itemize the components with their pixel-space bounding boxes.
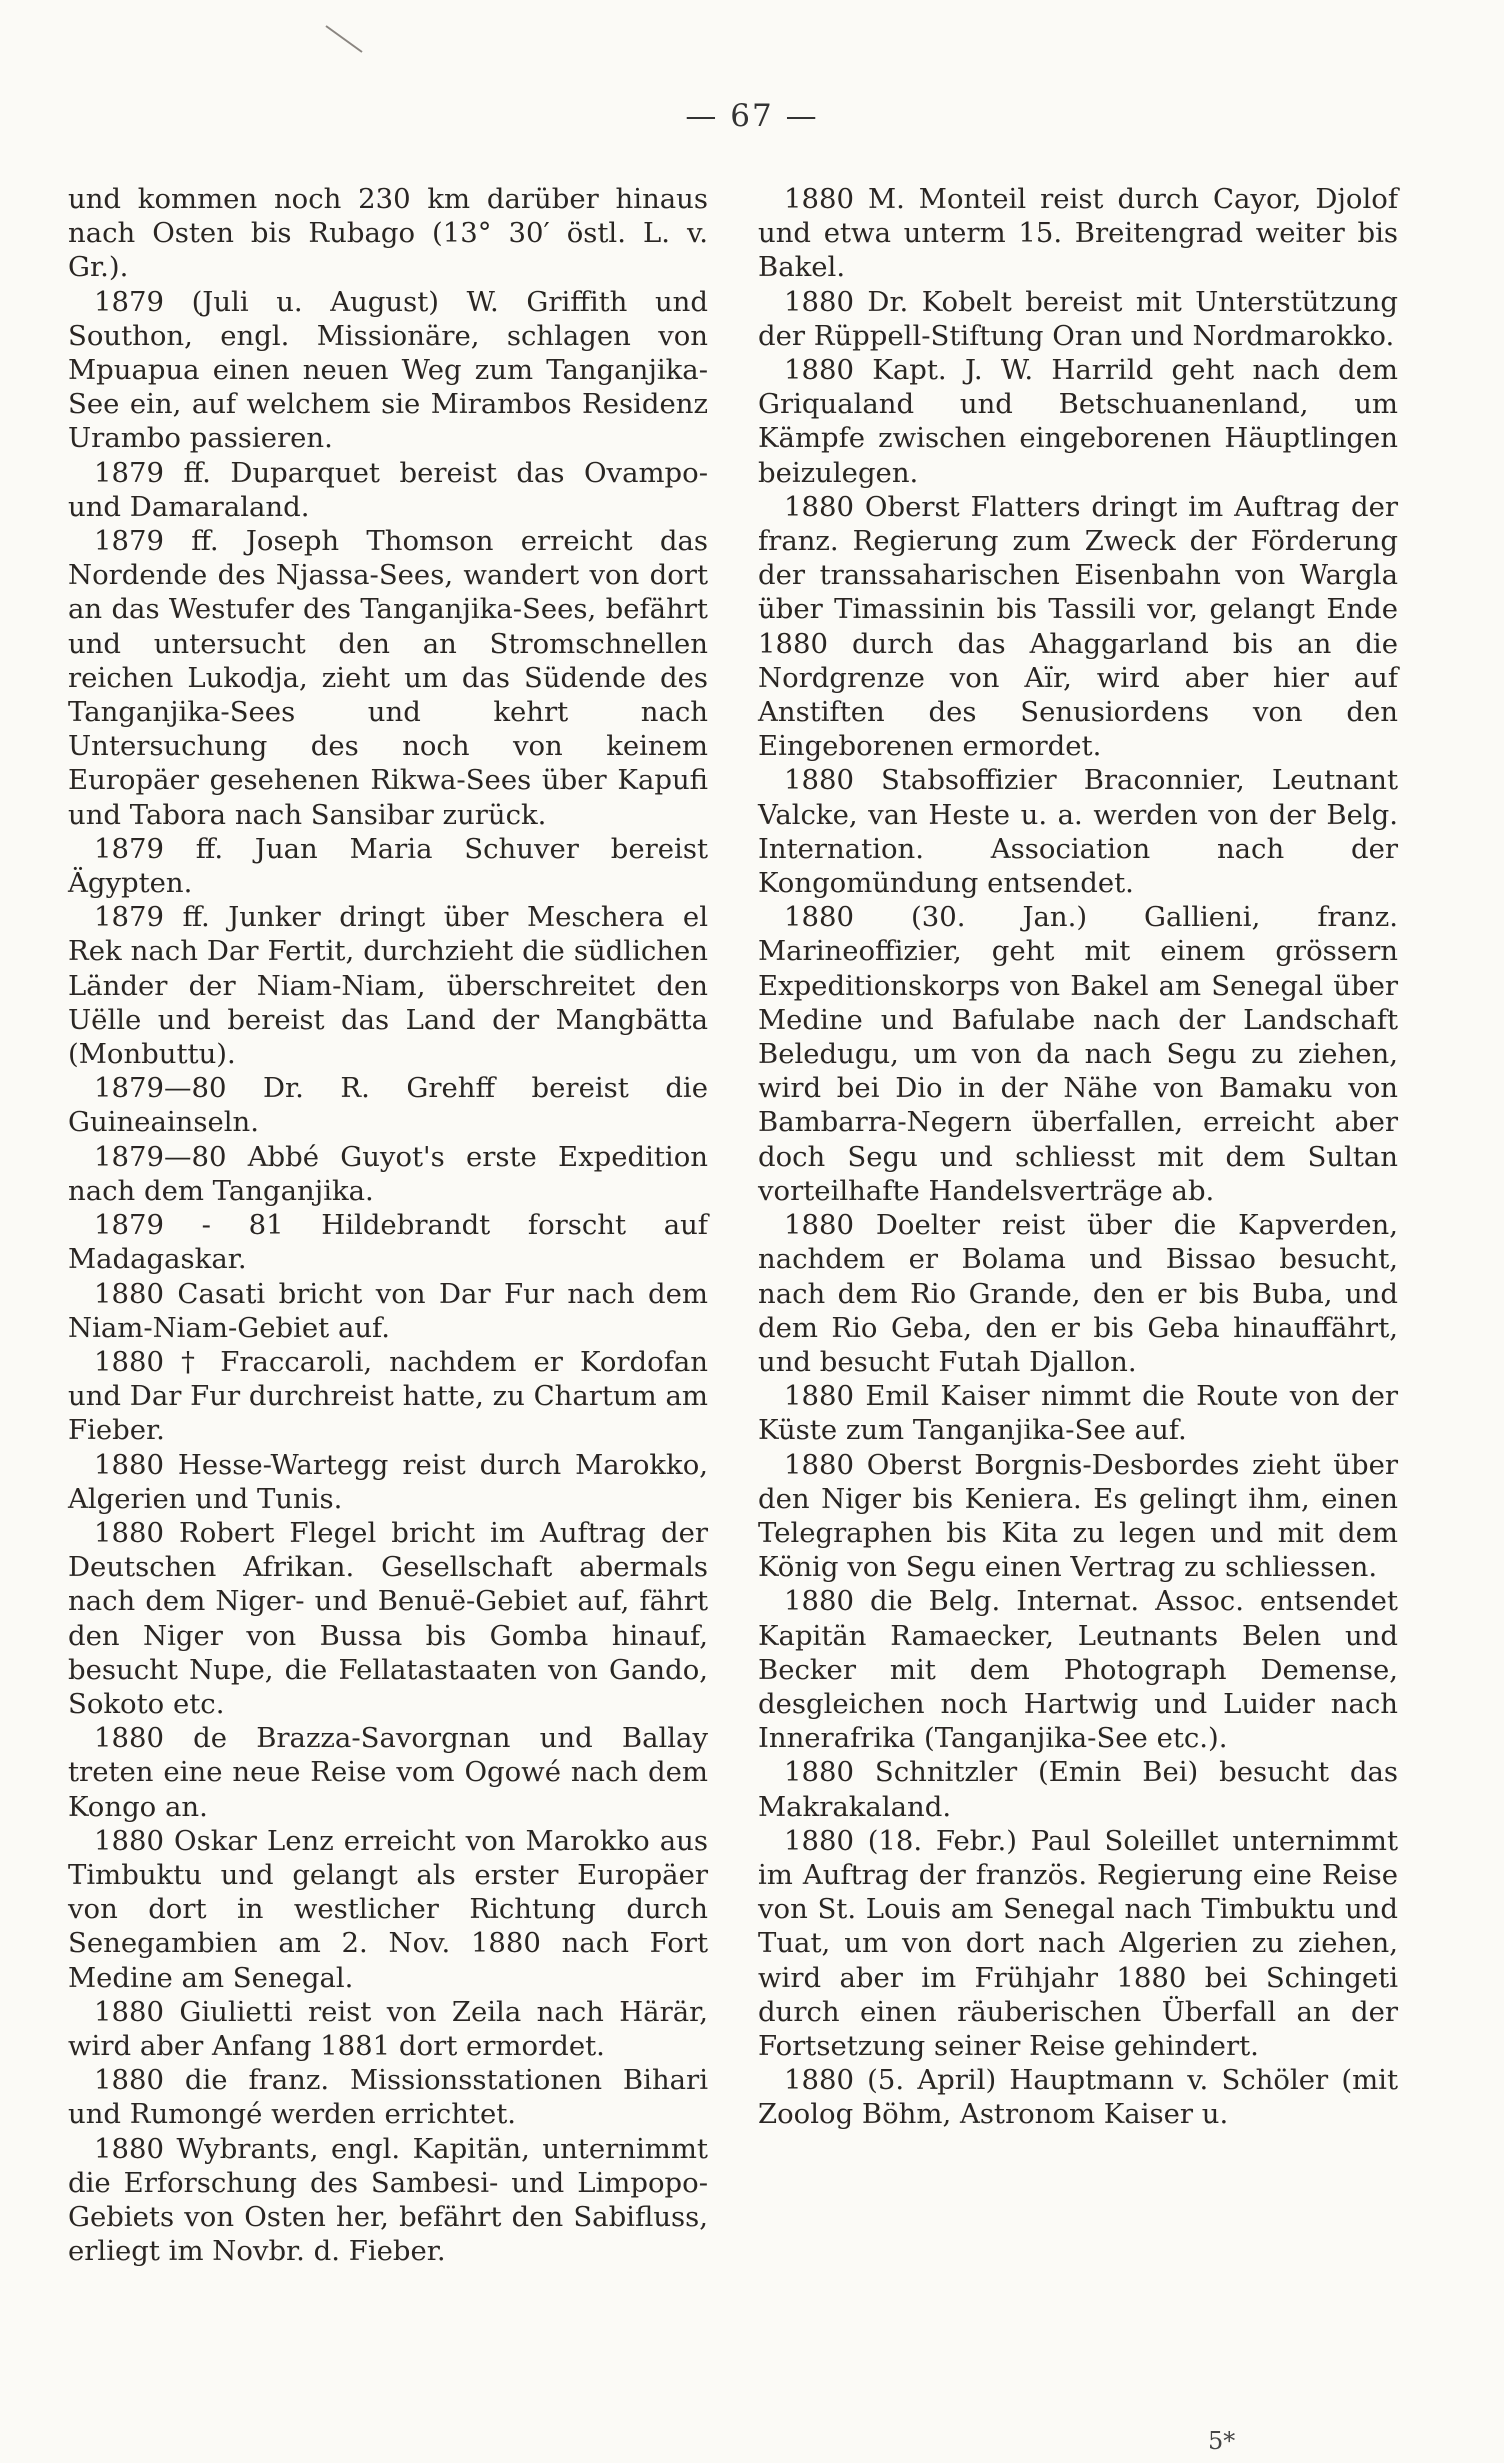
page-number: — 67 — (685, 98, 819, 134)
signature-mark: 5* (1208, 2427, 1236, 2455)
text-paragraph: 1880 Wybrants, engl. Kapitän, unternimmt die Erforschung des Sambesi- und Limpopo-Gebiets von Osten her, befährt den Sabifluss, erliegt im Novbr. d. Fieber. (68, 2132, 708, 2268)
text-paragraph: 1880 Stabsoffizier Braconnier, Leutnant Valcke, van Heste u. a. werden von der Belg. Internation. Association nach der Kongomündung entsendet. (758, 764, 1398, 900)
text-paragraph: 1880 M. Monteil reist durch Cayor, Djolof und etwa unterm 15. Breitengrad weiter bis Bakel. (758, 183, 1398, 284)
text-paragraph: 1880 Giulietti reist von Zeila nach Härär, wird aber Anfang 1881 dort ermordet. (68, 1995, 708, 2062)
text-paragraph: 1880 Oberst Borgnis-Desbordes zieht über den Niger bis Keniera. Es gelingt ihm, einen Telegraphen bis Kita zu legen und mit dem König von Segu einen Vertrag zu schliessen. (758, 1448, 1398, 1584)
text-paragraph: 1879 ff. Juan Maria Schuver bereist Ägypten. (68, 832, 708, 900)
text-paragraph: 1879 (Juli u. August) W. Griffith und Southon, engl. Missionäre, schlagen von Mpuapua einen neuen Weg zum Tanganjika-See ein, auf welchem sie Mirambos Residenz Urambo passieren. (68, 285, 708, 455)
scan-mark-icon (322, 22, 370, 58)
text-paragraph: 1880 Oskar Lenz erreicht von Marokko aus Timbuktu und gelangt als erster Europäer von dort in westlicher Richtung durch Senegambien am 2. Nov. 1880 nach Fort Medine am Senegal. (68, 1824, 708, 1994)
text-paragraph: 1880 Dr. Kobelt bereist mit Unterstützung der Rüppell-Stiftung Oran und Nordmarokko. (758, 285, 1398, 352)
right-column (758, 182, 1398, 2132)
text-paragraph: 1879 ff. Duparquet bereist das Ovampo- und Damaraland. (68, 456, 708, 523)
text-paragraph: 1880 die Belg. Internat. Assoc. entsendet Kapitän Ramaecker, Leutnants Belen und Becker mit dem Photograph Demense, desgleichen noch Hartwig und Luider nach Innerafrika (Tanganjika-See etc.). (758, 1585, 1398, 1755)
text-paragraph: 1879 ff. Junker dringt über Meschera el Rek nach Dar Fertit, durchzieht die südlichen Länder der Niam-Niam, überschreitet den Uëlle und bereist das Land der Mangbätta (Monbuttu). (68, 901, 708, 1071)
text-paragraph: und kommen noch 230 km darüber hinaus nach Osten bis Rubago (13° 30′ östl. L. v. Gr.). (68, 183, 708, 284)
text-paragraph: 1880 Hesse-Wartegg reist durch Marokko, Algerien und Tunis. (68, 1448, 708, 1515)
text-paragraph: 1880 (30. Jan.) Gallieni, franz. Marineoffizier, geht mit einem grössern Expeditionskorps von Bakel am Senegal über Medine und Bafulabe nach der Landschaft Beledugu, um von da nach Segu zu ziehen, wird bei Dio in der Nähe von Bamaku von Bambarra-Negern überfallen, erreicht aber doch Segu und schliesst mit dem Sultan vorteilhafte Handelsverträge ab. (758, 901, 1398, 1207)
text-paragraph: 1880 Casati bricht von Dar Fur nach dem Niam-Niam-Gebiet auf. (68, 1277, 708, 1344)
text-paragraph: 1880 Doelter reist über die Kapverden, nachdem er Bolama und Bissao besucht, nach dem Rio Grande, den er bis Buba, und dem Rio Geba, den er bis Geba hinauffährt, und besucht Futah Djallon. (758, 1209, 1398, 1378)
text-paragraph: 1880 Robert Flegel bricht im Auftrag der Deutschen Afrikan. Gesellschaft abermals nach dem Niger- und Benuë-Gebiet auf, fährt den Niger von Bussa bis Gomba hinauf, besucht Nupe, die Fellatastaaten von Gando, Sokoto etc. (68, 1516, 708, 1720)
text-paragraph: 1879—80 Abbé Guyot's erste Expedition nach dem Tanganjika. (68, 1140, 708, 1207)
text-paragraph: 1879—80 Dr. R. Grehff bereist die Guineainseln. (68, 1072, 708, 1139)
text-paragraph: 1879 - 81 Hildebrandt forscht auf Madagaskar. (68, 1209, 708, 1276)
text-paragraph: 1880 Kapt. J. W. Harrild geht nach dem Griqualand und Betschuanenland, um Kämpfe zwischen eingeborenen Häuptlingen beizulegen. (758, 354, 1398, 489)
text-paragraph: 1880 Oberst Flatters dringt im Auftrag der franz. Regierung zum Zweck der Förderung der transsaharischen Eisenbahn von Wargla über Timassinin bis Tassili vor, gelangt Ende 1880 durch das Ahaggarland bis an die Nordgrenze von Aïr, wird aber hier auf Anstiften des Senusiordens von den Eingeborenen ermordet. (758, 490, 1398, 763)
text-paragraph: 1880 de Brazza-Savorgnan und Ballay treten eine neue Reise vom Ogowé nach dem Kongo an. (68, 1722, 708, 1823)
left-column (68, 182, 708, 2268)
text-paragraph: 1880 Emil Kaiser nimmt die Route von der Küste zum Tanganjika-See auf. (758, 1380, 1398, 1447)
text-paragraph: 1880 (5. April) Hauptmann v. Schöler (mit Zoolog Böhm, Astronom Kaiser u. (758, 2064, 1398, 2131)
text-paragraph: 1880 (18. Febr.) Paul Soleillet unternimmt im Auftrag der französ. Regierung eine Reise von St. Louis am Senegal nach Timbuktu und Tuat, um von dort nach Algerien zu ziehen, wird aber im Frühjahr 1880 bei Schingeti durch einen räuberischen Überfall an der Fortsetzung seiner Reise gehindert. (758, 1824, 1398, 2062)
text-paragraph: 1880 die franz. Missionsstationen Bihari und Rumongé werden errichtet. (68, 2064, 708, 2131)
text-paragraph: 1880 † Fraccaroli, nachdem er Kordofan und Dar Fur durchreist hatte, zu Chartum am Fieber. (68, 1345, 708, 1447)
text-paragraph: 1879 ff. Joseph Thomson erreicht das Nordende des Njassa-Sees, wandert von dort an das Westufer des Tanganjika-Sees, befährt und untersucht den an Stromschnellen reichen Lukodja, zieht um das Südende des Tanganjika-Sees und kehrt nach Untersuchung des noch von keinem Europäer gesehenen Rikwa-Sees über Kapufi und Tabora nach Sansibar zurück. (68, 525, 708, 831)
text-paragraph: 1880 Schnitzler (Emin Bei) besucht das Makrakaland. (758, 1756, 1398, 1823)
